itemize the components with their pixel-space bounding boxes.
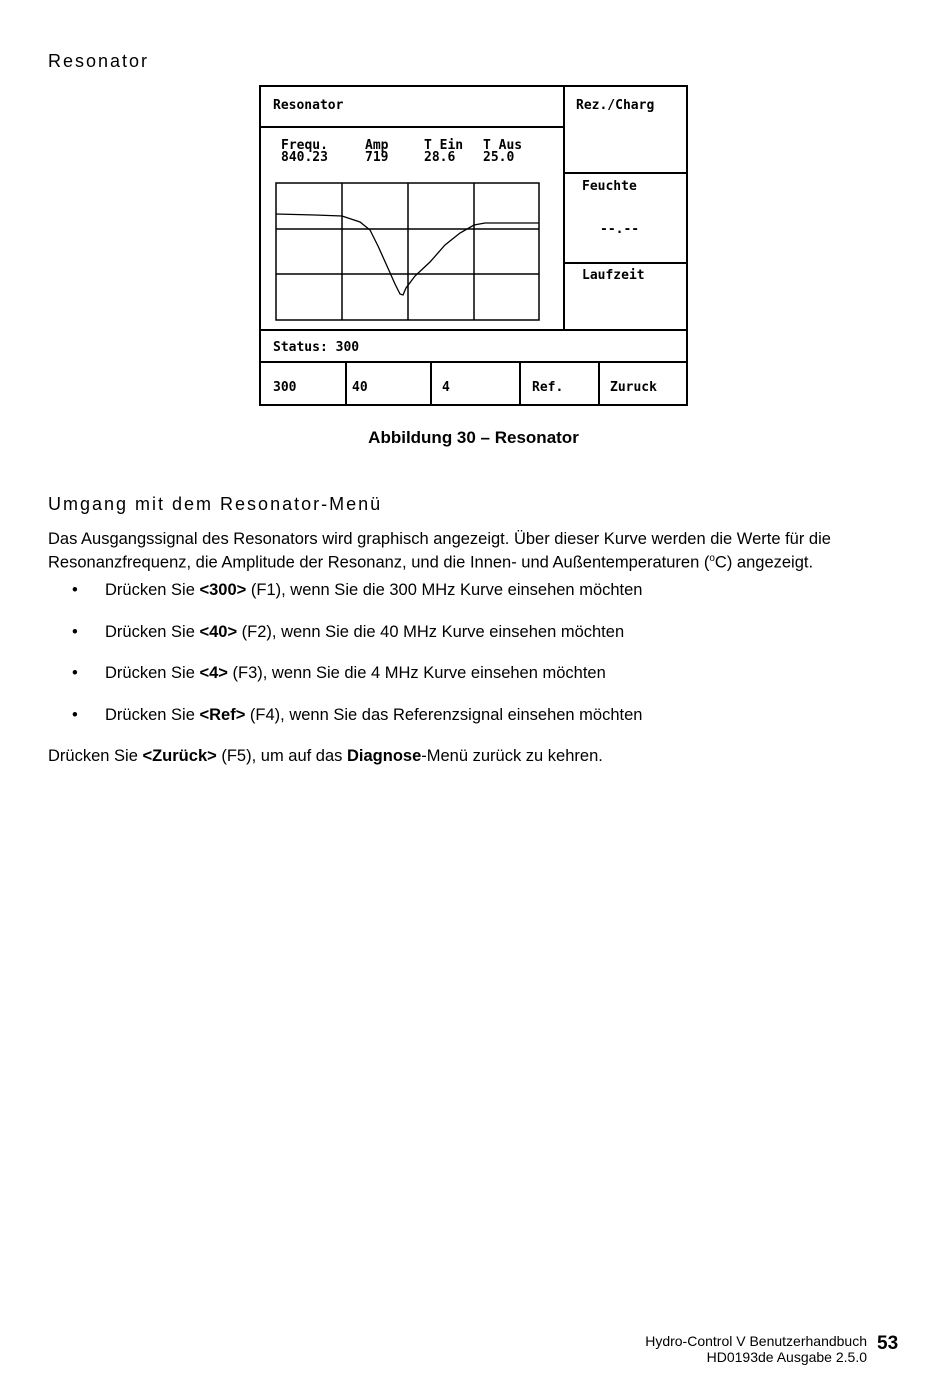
section-title-menu: Umgang mit dem Resonator-Menü [48, 494, 383, 514]
intro-paragraph [48, 530, 831, 573]
bullet-icon: • [72, 664, 78, 682]
fkey-f5: Zuruck [610, 380, 657, 395]
laufzeit-label: Laufzeit [582, 268, 645, 283]
closing-paragraph: Drücken Sie <Zurück> (F5), um auf das Diagnose-Menü zurück zu kehren. [48, 747, 603, 765]
divider [563, 87, 565, 330]
footer-manual-title: Hydro-Control V Benutzerhandbuch [645, 1333, 867, 1349]
intro-line-2: Resonanzfrequenz, die Amplitude der Resonanz, und die Innen- und Außentemperaturen ($^o$C) angezeigt. [48, 553, 814, 572]
value-frequ: 840.23 [281, 150, 328, 165]
divider [563, 172, 688, 174]
divider [261, 329, 688, 331]
section-title-resonator: Resonator [48, 51, 150, 71]
resonator-screen [259, 85, 688, 406]
fkey-f3: 4 [442, 380, 450, 395]
divider [261, 361, 688, 363]
value-t-aus: 25.0 [483, 150, 515, 165]
divider [598, 362, 600, 406]
divider [519, 362, 521, 406]
divider [563, 262, 688, 264]
value-t-ein: 28.6 [424, 150, 456, 165]
status-text: Status: 300 [273, 340, 360, 355]
resonator-curve-plot [275, 182, 541, 322]
header-frequ: Frequ. [281, 138, 328, 153]
fkey-f4: Ref. [532, 380, 564, 395]
header-amp: Amp [365, 138, 389, 153]
feuchte-value: --.-- [600, 222, 640, 237]
screen-title: Resonator [273, 98, 344, 113]
bullet-icon: • [72, 623, 78, 641]
bullet-icon: • [72, 581, 78, 599]
bullet-icon: • [72, 706, 78, 724]
figure-caption: Abbildung 30 – Resonator [368, 428, 579, 447]
feuchte-label: Feuchte [582, 179, 637, 194]
divider [430, 362, 432, 406]
fkey-f1: 300 [273, 380, 297, 395]
screen-right-header: Rez./Charg [576, 99, 655, 112]
divider [261, 126, 564, 128]
header-t-aus: T Aus [483, 138, 523, 153]
degree-sign: o [709, 553, 715, 564]
header-t-ein: T Ein [424, 138, 464, 153]
divider [345, 362, 347, 406]
value-amp: 719 [365, 150, 389, 165]
page-number: 53 [877, 1333, 899, 1354]
footer-edition: HD0193de Ausgabe 2.5.0 [706, 1349, 867, 1365]
fkey-f2: 40 [352, 380, 368, 395]
footer-text [645, 1333, 867, 1365]
intro-line-1: Das Ausgangssignal des Resonators wird graphisch angezeigt. Über dieser Kurve werden die Werte für die [48, 530, 831, 548]
